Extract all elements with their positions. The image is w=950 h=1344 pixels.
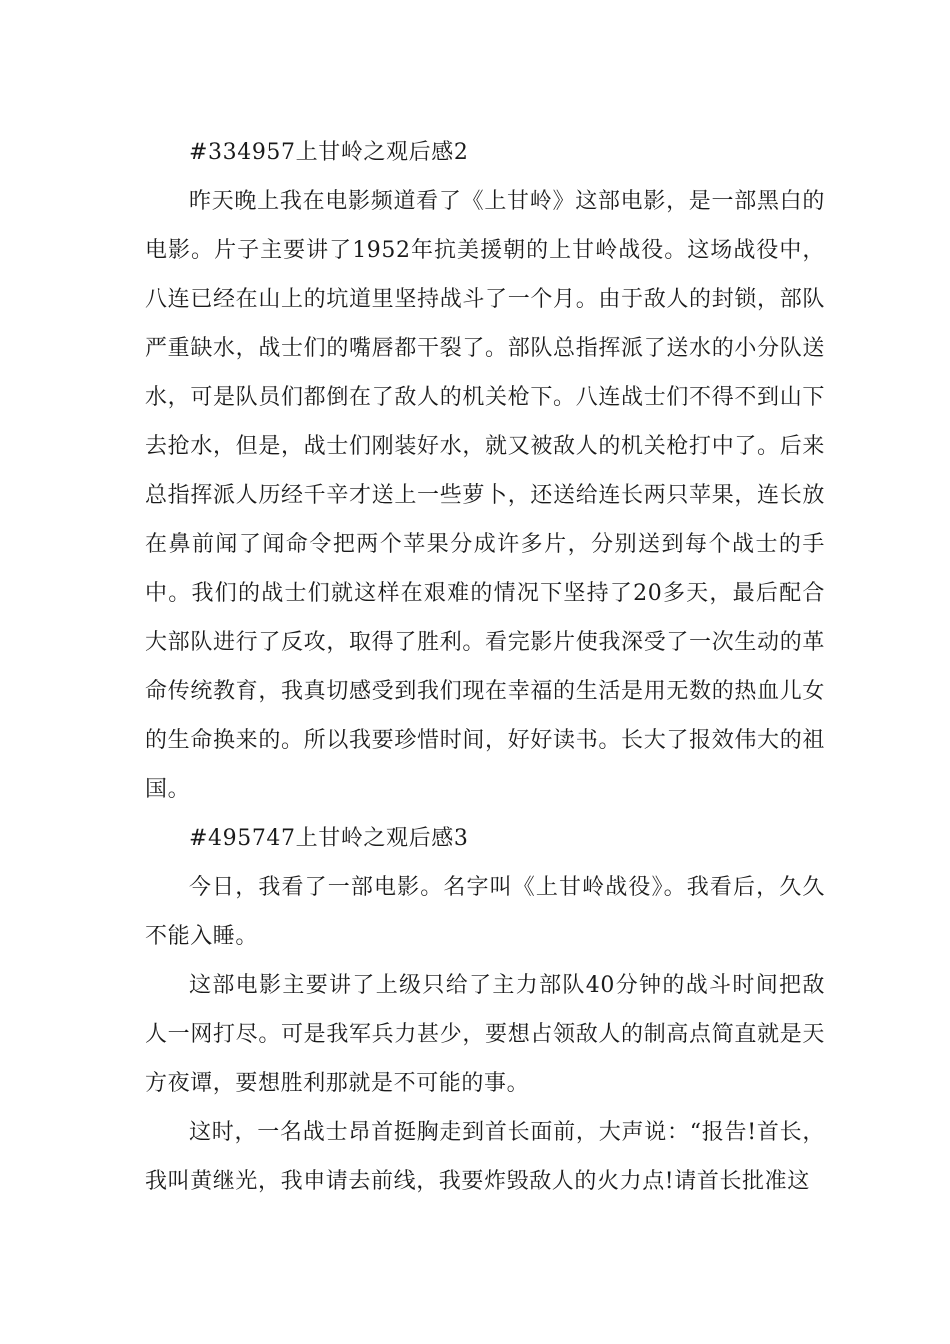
section-heading: #495747上甘岭之观后感3 [189, 826, 469, 851]
body-paragraph: 这时，一名战士昂首挺胸走到首长面前，大声说：“报告!首长，我叫黄继光，我申请去前线，我要炸毁敌人的火力点!请首长批准这 [145, 1120, 825, 1194]
body-paragraph: 今日，我看了一部电影。名字叫《上甘岭战役》。我看后，久久不能入睡。 [145, 875, 825, 949]
body-paragraph: 这部电影主要讲了上级只给了主力部队40分钟的战斗时间把敌人一网打尽。可是我军兵力甚少，要想占领敌人的制高点简直就是天方夜谭，要想胜利那就是不可能的事。 [145, 973, 825, 1096]
body-paragraph: 昨天晚上我在电影频道看了《上甘岭》这部电影，是一部黑白的电影。片子主要讲了1952年抗美援朝的上甘岭战役。这场战役中，八连已经在山上的坑道里坚持战斗了一个月。由于敌人的封锁，部队严重缺水，战士们的嘴唇都干裂了。部队总指挥派了送水的小分队送水，可是队员们都倒在了敌人的机关枪下。八连战士们不得不到山下去抢水，但是，战士们刚装好水，就又被敌人的机关枪打中了。后来总指挥派人历经千辛才送上一些萝卜，还送给连长两只苹果，连长放在鼻前闻了闻命令把两个苹果分成许多片，分别送到每个战士的手中。我们的战士们就这样在艰难的情况下坚持了20多天，最后配合大部队进行了反攻，取得了胜利。看完影片使我深受了一次生动的革命传统教育，我真切感受到我们现在幸福的生活是用无数的热血儿女的生命换来的。所以我要珍惜时间，好好读书。长大了报效伟大的祖国。 [145, 189, 825, 802]
section-heading: #334957上甘岭之观后感2 [189, 140, 469, 165]
document-body [145, 128, 825, 1206]
